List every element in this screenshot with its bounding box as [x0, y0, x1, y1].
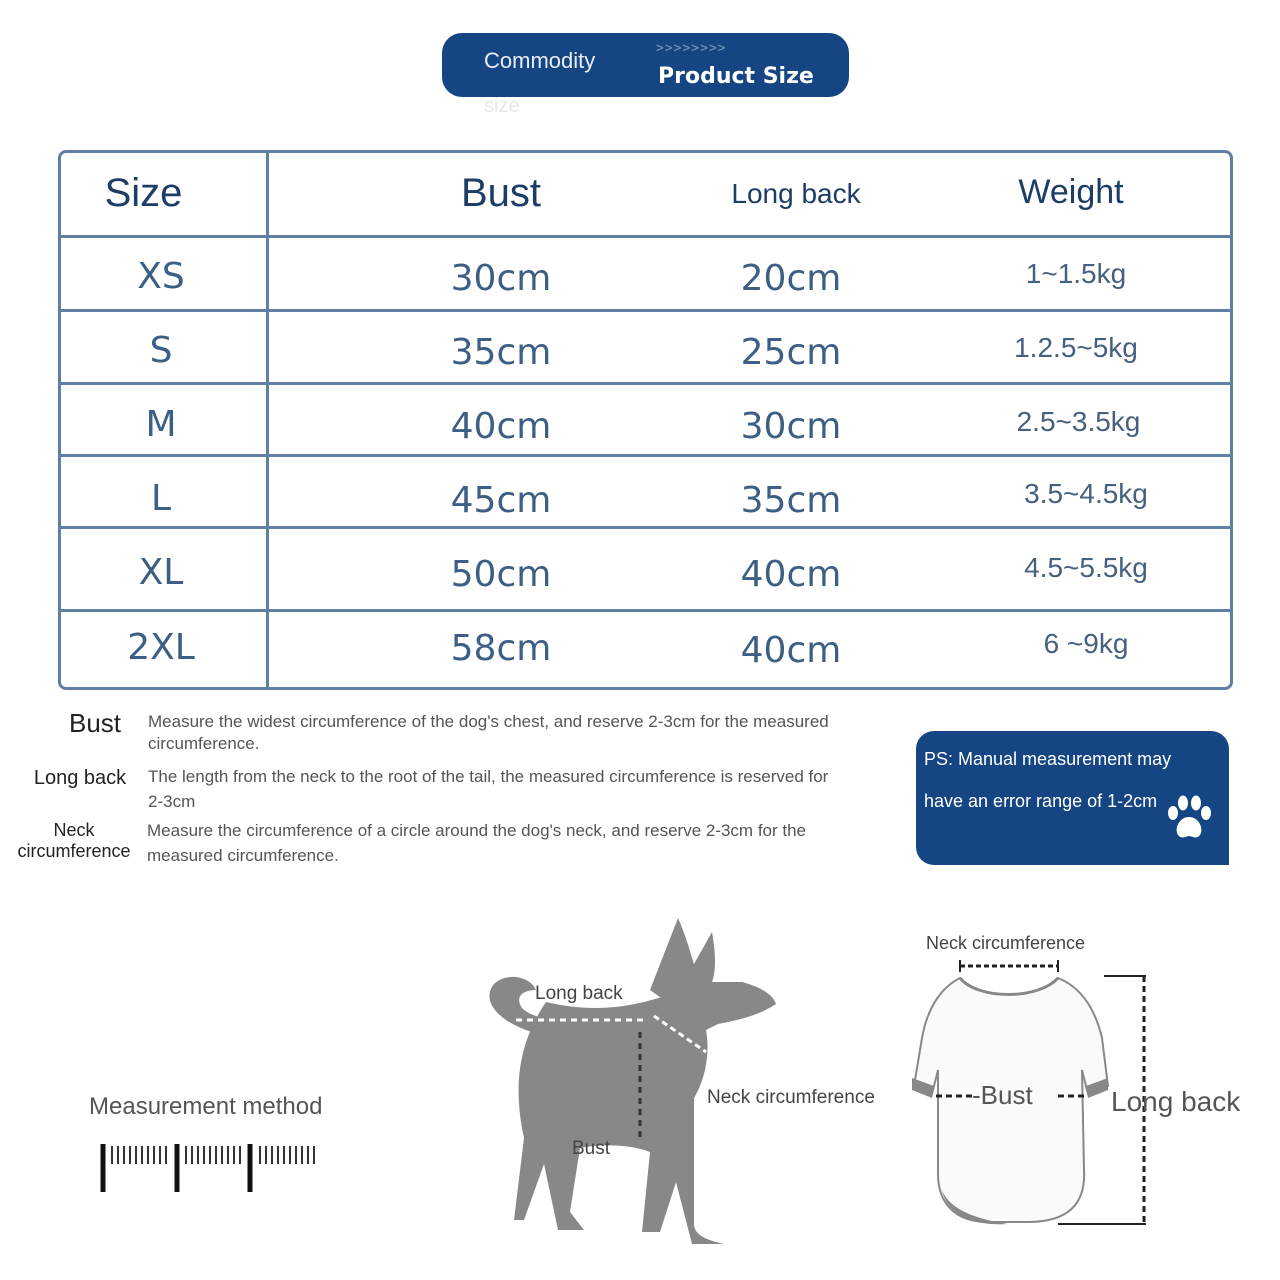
dog-neck-label: Neck circumference — [707, 1087, 875, 1108]
bust-cell: 40cm — [450, 406, 552, 447]
long-back-cell: 40cm — [740, 630, 842, 671]
size-cell: L — [150, 478, 172, 519]
weight-cell: 2.5~3.5kg — [1016, 406, 1141, 437]
size-cell: M — [145, 404, 177, 445]
dog-long-back-label: Long back — [535, 983, 623, 1004]
long-back-cell: 30cm — [740, 406, 842, 447]
weight-cell: 3.5~4.5kg — [1024, 478, 1148, 509]
ps-note-line: PS: Manual measurement may — [924, 749, 1172, 769]
weight-cell: 4.5~5.5kg — [1024, 552, 1148, 583]
weight-cell: 1~1.5kg — [1025, 258, 1127, 289]
header-product-size-title: Product Size — [658, 64, 814, 89]
bust-cell: 50cm — [450, 554, 552, 595]
size-cell: XS — [137, 256, 185, 297]
shirt-neck-label: Neck circumference — [926, 933, 1086, 953]
description-line: Measure the widest circumference of the dog's chest, and reserve 2-3cm for the measured — [148, 712, 829, 731]
measurement-method-label: Measurement method — [89, 1093, 323, 1120]
ps-note-line: have an error range of 1-2cm — [924, 791, 1158, 811]
table-row-divider — [61, 235, 1230, 238]
table-row-divider — [61, 382, 1230, 385]
description-term-line: circumference — [17, 841, 131, 861]
shirt-long-back-label: Long back — [1111, 1086, 1241, 1117]
table-row-divider — [61, 609, 1230, 612]
bust-cell: 30cm — [450, 258, 552, 299]
size-cell: S — [149, 330, 173, 371]
description-term: Long back — [33, 767, 127, 789]
description-line: The length from the neck to the root of the tail, the measured circumference is reserved for — [148, 767, 829, 786]
long-back-cell: 35cm — [740, 480, 842, 521]
description-text — [147, 818, 806, 868]
description-term — [12, 820, 136, 862]
paw-icon — [1164, 793, 1214, 843]
shirt-bust-label: -Bust — [972, 1080, 1033, 1110]
dog-silhouette-icon — [480, 912, 780, 1247]
description-line: 2-3cm — [148, 792, 196, 811]
table-row-divider — [61, 526, 1230, 529]
long-back-cell: 40cm — [740, 554, 842, 595]
bust-cell: 45cm — [450, 480, 552, 521]
description-term-line: Neck — [53, 820, 95, 840]
description-text — [148, 711, 829, 755]
table-header-bust: Bust — [460, 171, 542, 215]
dog-bust-label: Bust — [572, 1138, 611, 1159]
size-cell: 2XL — [127, 627, 195, 668]
header-banner — [442, 33, 849, 97]
ps-note-box — [916, 731, 1229, 865]
long-back-cell: 20cm — [740, 258, 842, 299]
table-header-weight: Weight — [1018, 173, 1124, 211]
long-back-cell: 25cm — [740, 332, 842, 373]
description-line: circumference. — [148, 734, 260, 753]
header-commodity-label: Commodity — [484, 48, 596, 73]
table-header-size: Size — [104, 171, 183, 215]
header-ghost-size-label: size — [484, 95, 520, 117]
size-cell: XL — [138, 552, 184, 593]
table-column-divider — [266, 153, 269, 687]
description-line: Measure the circumference of a circle around the dog's neck, and reserve 2-3cm for the — [147, 821, 807, 840]
description-line: measured circumference. — [147, 846, 339, 865]
weight-cell: 1.2.5~5kg — [1014, 332, 1138, 363]
weight-cell: 6 ~9kg — [1043, 628, 1129, 659]
ruler-icon — [98, 1140, 320, 1196]
description-text — [148, 764, 828, 814]
bust-cell: 35cm — [450, 332, 552, 373]
size-chart-table — [58, 150, 1233, 690]
bust-cell: 58cm — [450, 628, 552, 669]
table-row-divider — [61, 454, 1230, 457]
table-header-long-back: Long back — [731, 178, 861, 209]
description-term: Bust — [68, 708, 122, 738]
table-row-divider — [61, 309, 1230, 312]
header-arrows: >>>>>>>> — [656, 41, 727, 56]
